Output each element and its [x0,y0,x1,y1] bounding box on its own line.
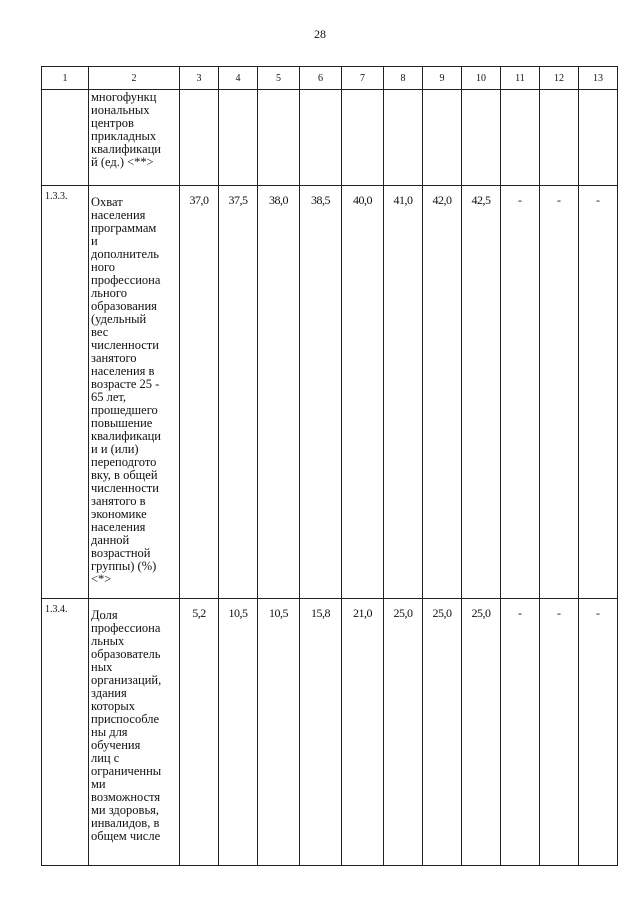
value-cell [219,90,258,186]
value-cell [258,90,300,186]
value-cell: 25,0 [423,599,462,866]
header-cell: 9 [423,67,462,90]
row-code: 1.3.3. [42,186,89,599]
value-cell [423,90,462,186]
value-cell [540,90,579,186]
value-cell: 25,0 [462,599,501,866]
value-cell: 25,0 [384,599,423,866]
value-cell: 41,0 [384,186,423,599]
value-cell: - [501,599,540,866]
table-header-row [42,67,618,90]
header-cell: 4 [219,67,258,90]
header-cell: 5 [258,67,300,90]
value-cell: - [540,186,579,599]
header-cell: 3 [180,67,219,90]
header-cell: 6 [300,67,342,90]
header-cell: 7 [342,67,384,90]
row-code [42,90,89,186]
table-row [42,90,618,186]
value-cell: - [501,186,540,599]
header-cell: 11 [501,67,540,90]
value-cell: 42,0 [423,186,462,599]
value-cell: - [540,599,579,866]
row-description: Доля профессиона льных образователь ных организаций, здания которых приспособле ны для обучения лиц с ограниченны ми возможностя ми здоровья, инвалидов, в общем числе [89,599,180,866]
row-description: многофункц иональных центров прикладных квалификаци й (ед.) <**> [89,90,180,186]
value-cell [342,90,384,186]
indicators-table [41,66,618,866]
page-number: 28 [314,27,326,41]
value-cell: - [579,599,618,866]
value-cell [384,90,423,186]
value-cell [501,90,540,186]
value-cell: 21,0 [342,599,384,866]
table-row [42,186,618,599]
value-cell: 15,8 [300,599,342,866]
row-description: Охват населения программам и дополнитель ного профессиона льного образования (удельный вес численности занятого населения в возрасте 25 - 65 лет, прошедшего повышение квалификаци и и (или) переподгото вку, в общей численности занятого в экономике населения данной возрастной группы) (%) <*> [89,186,180,599]
value-cell: 37,0 [180,186,219,599]
value-cell: 38,5 [300,186,342,599]
header-cell: 12 [540,67,579,90]
value-cell: 10,5 [219,599,258,866]
header-cell: 2 [89,67,180,90]
value-cell: 38,0 [258,186,300,599]
value-cell [180,90,219,186]
value-cell: 40,0 [342,186,384,599]
header-cell: 8 [384,67,423,90]
value-cell [579,90,618,186]
value-cell: 5,2 [180,599,219,866]
header-cell: 10 [462,67,501,90]
value-cell [462,90,501,186]
value-cell: 37,5 [219,186,258,599]
value-cell: 42,5 [462,186,501,599]
value-cell: 10,5 [258,599,300,866]
value-cell: - [579,186,618,599]
header-cell: 13 [579,67,618,90]
header-cell: 1 [42,67,89,90]
value-cell [300,90,342,186]
table-row [42,599,618,866]
row-code: 1.3.4. [42,599,89,866]
